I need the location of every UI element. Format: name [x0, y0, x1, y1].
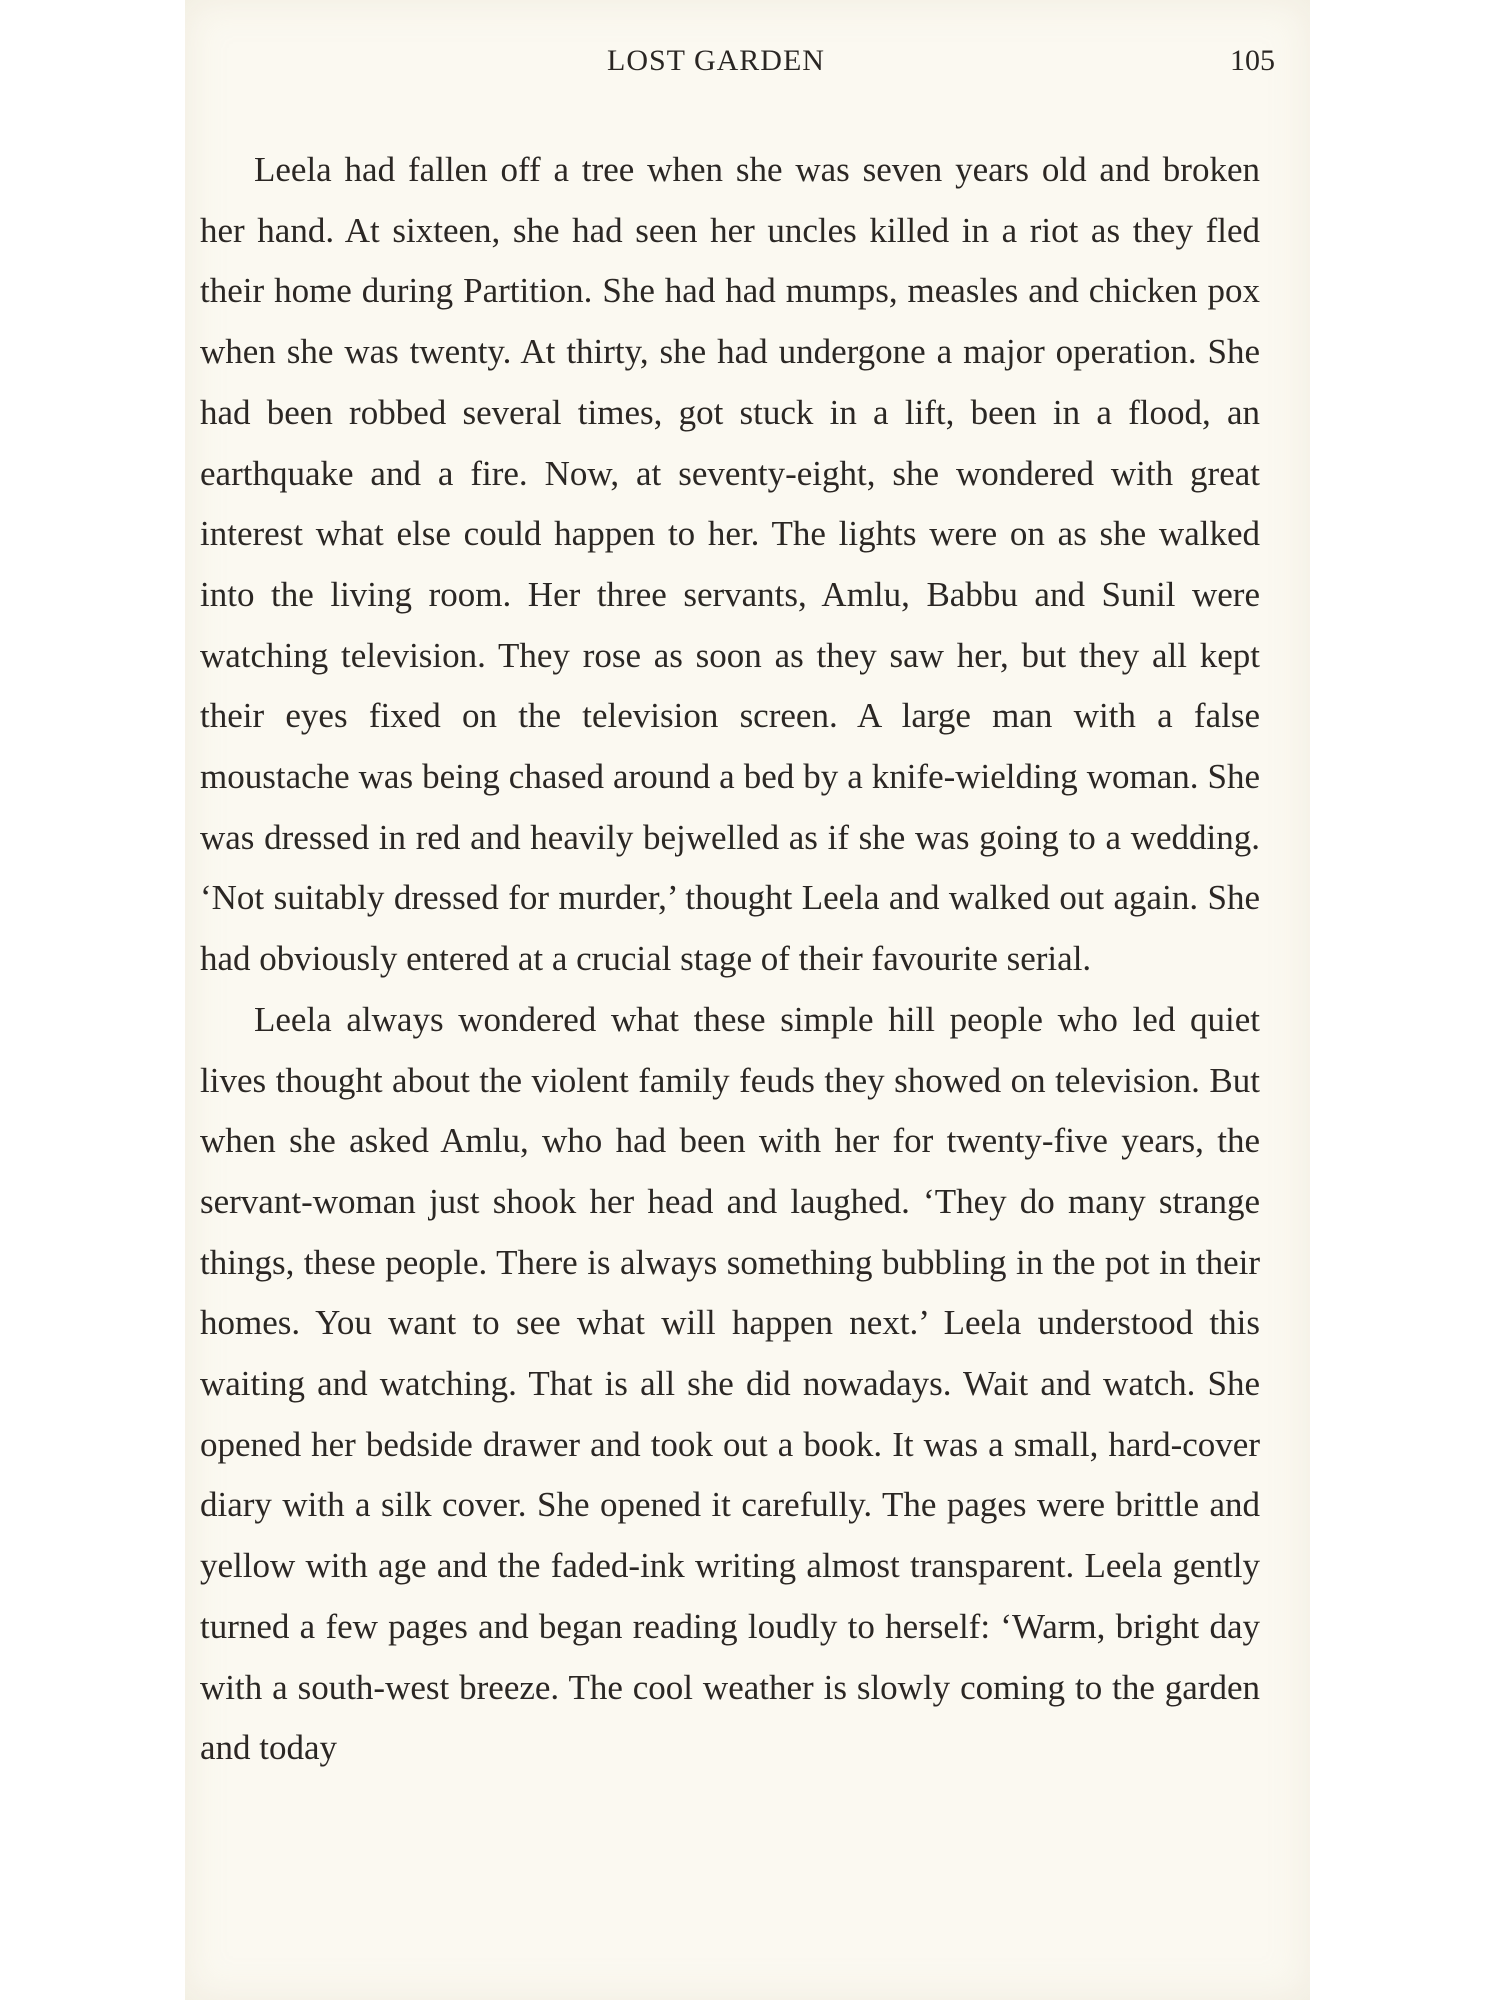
- book-page: [185, 0, 1310, 2000]
- page-number: 105: [1230, 44, 1275, 77]
- chapter-title: LOST GARDEN: [607, 44, 825, 77]
- paragraph: Leela had fallen off a tree when she was seven years old and broken her hand. At sixteen, she had seen her uncles killed in a riot as they fled their home during Partition. She had had mumps, measles and chicken pox when she was twenty. At thirty, she had undergone a major operation. She had been robbed several times, got stuck in a lift, been in a flood, an earthquake and a fire. Now, at seventy-eight, she wondered with great interest what else could happen to her. The lights were on as she walked into the living room. Her three servants, Amlu, Babbu and Sunil were watching television. They rose as soon as they saw her, but they all kept their eyes fixed on the television screen. A large man with a false moustache was being chased around a bed by a knife-wielding woman. She was dressed in red and heavily bejwelled as if she was going to a wedding. ‘Not suitably dressed for murder,’ thought Leela and walked out again. She had obviously entered at a crucial stage of their favourite serial.: [200, 150, 1260, 979]
- running-head: [185, 44, 1310, 84]
- paragraph: Leela always wondered what these simple hill people who led quiet lives thought about the violent family feuds they showed on television. But when she asked Amlu, who had been with her for twenty-five years, the servant-woman just shook her head and laughed. ‘They do many strange things, these people. There is always something bubbling in the pot in their homes. You want to see what will happen next.’ Leela understood this waiting and watching. That is all she did nowadays. Wait and watch. She opened her bedside drawer and took out a book. It was a small, hard-cover diary with a silk cover. She opened it carefully. The pages were brittle and yellow with age and the faded-ink writing almost transparent. Leela gently turned a few pages and began reading loudly to herself: ‘Warm, bright day with a south-west breeze. The cool weather is slowly coming to the garden and today: [200, 999, 1260, 1768]
- body-text: [200, 140, 1260, 1779]
